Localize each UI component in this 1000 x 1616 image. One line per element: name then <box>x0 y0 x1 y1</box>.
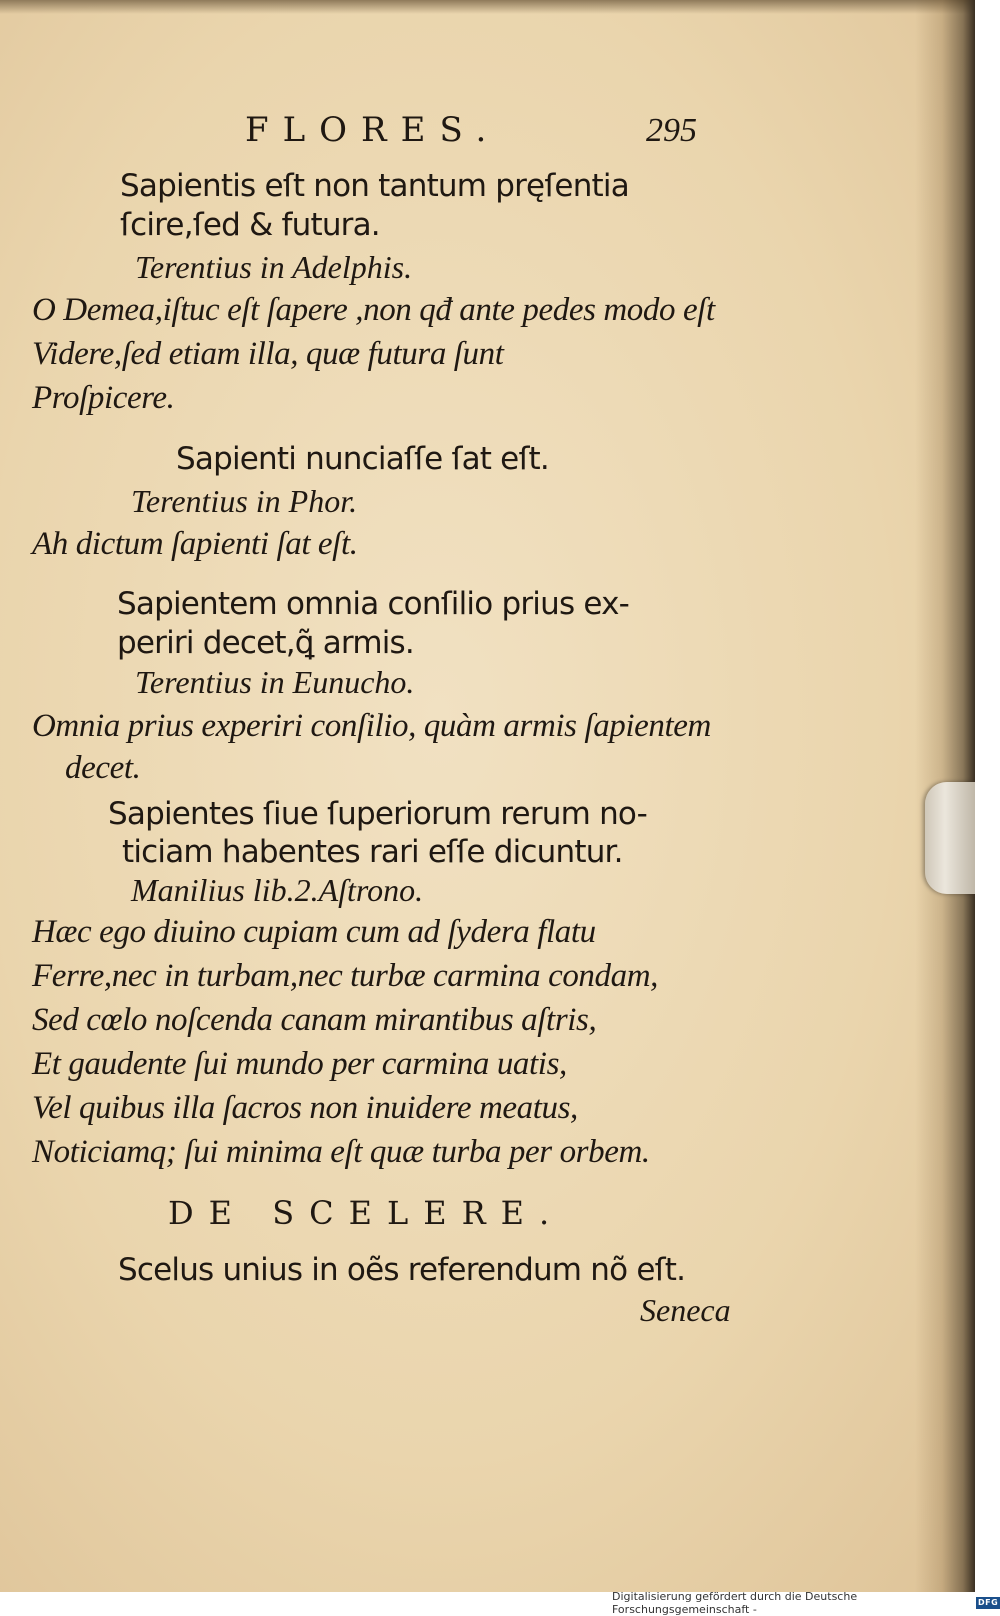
entry-quote-line: Ferre,nec in turbam,nec turbæ carmina condam, <box>32 958 658 994</box>
section-title: DE SCELERE. <box>168 1194 565 1232</box>
entry-quote-line: Et gaudente ſui mundo per carmina uatis, <box>32 1046 567 1082</box>
entry-quote-line: Omnia prius experiri conſilio, quàm armis ſapientem <box>32 708 711 744</box>
entry-quote-line: Proſpicere. <box>32 380 175 416</box>
page-number: 295 <box>646 112 697 149</box>
entry-heading: Sapientes ſiue ſuperiorum rerum no- <box>108 796 648 832</box>
entry-heading: Sapientem omnia conſilio prius ex- <box>117 586 630 622</box>
entry-source: Terentius in Phor. <box>131 483 358 519</box>
page-top-edge <box>0 0 975 14</box>
entry-source: Terentius in Eunucho. <box>135 664 415 700</box>
section-heading: Scelus unius in oẽs referendum nõ eſt. <box>118 1252 686 1288</box>
entry-heading: Sapienti nunciaſſe ſat eſt. <box>176 441 549 477</box>
footer-text: Digitalisierung gefördert durch die Deutsche Forschungsgemeinschaft - <box>612 1589 858 1616</box>
entry-heading: periri decet,ꝗ̃ armis. <box>117 625 414 661</box>
entry-heading: ſcire,ſed & futura. <box>120 207 380 243</box>
entry-quote-line: Noticiamq; ſui minima eſt quæ turba per orbem. <box>32 1134 650 1170</box>
running-title: FLORES. <box>245 110 501 150</box>
catchword: Seneca <box>640 1292 731 1328</box>
dfg-logo: DFG <box>978 1598 999 1607</box>
entry-quote-line: Vel quibus illa ſacros non inuidere meatus, <box>32 1090 578 1126</box>
entry-source: Terentius in Adelphis. <box>135 249 413 285</box>
entry-quote-line: Ah dictum ſapienti ſat eſt. <box>32 526 358 562</box>
entry-quote-line: O Demea,iſtuc eſt ſapere ,non qđ ante pedes modo eſt <box>32 292 715 328</box>
entry-source: Manilius lib.2.Aſtrono. <box>131 872 424 908</box>
entry-quote-line: Sed cœlo noſcenda canam mirantibus aſtris, <box>32 1002 597 1038</box>
entry-quote-line: decet. <box>65 750 141 786</box>
digitization-footer <box>612 1589 1000 1616</box>
entry-quote-line: Videre,ſed etiam illa, quæ futura ſunt <box>32 336 504 372</box>
page-clip <box>925 782 975 894</box>
entry-quote-line: Hæc ego diuino cupiam cum ad ſydera flatu <box>32 914 596 950</box>
entry-heading: ticiam habentes rari eſſe dicuntur. <box>122 834 623 870</box>
entry-heading: Sapientis eſt non tantum pręſentia <box>120 168 629 204</box>
